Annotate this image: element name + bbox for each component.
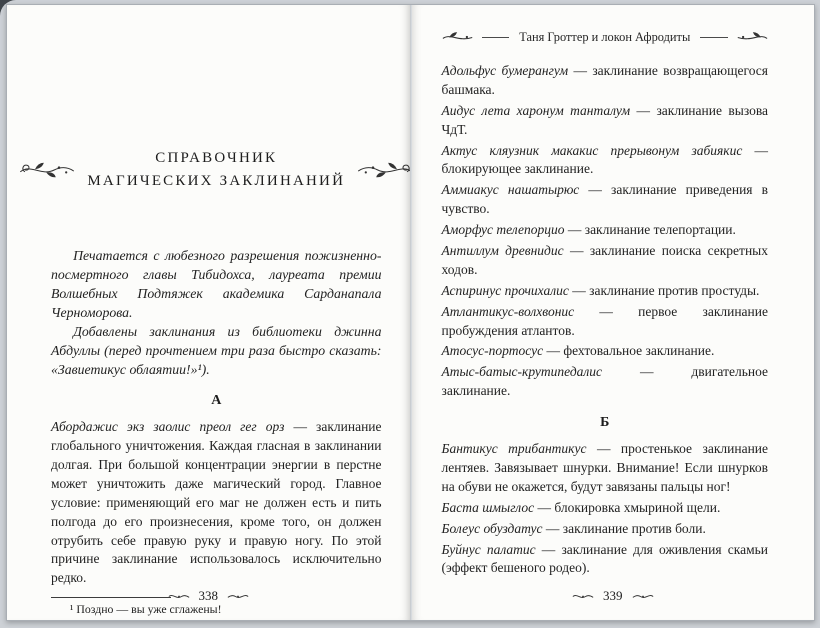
spell-term: Аммиакус нашатырюс — [441, 182, 580, 198]
spell-term: Буйнус палатис — [441, 541, 536, 557]
spell-term: Атлантикус-волхвонис — [441, 303, 575, 319]
book-spread — [6, 4, 815, 621]
chapter-title-block — [51, 147, 382, 192]
spell-entry — [442, 62, 769, 100]
header-vine-icon — [442, 31, 474, 44]
left-page-content — [7, 147, 410, 617]
spell-definition: — двигательное заклинание. — [441, 364, 768, 399]
intro-paragraph: Печатается с любезного разрешения пожизненно-посмертного главы Тибидохса, лауреата премии Волшебных Подтяжек академика Сарданапала Черноморова. — [51, 248, 382, 321]
spell-definition: — фехтовальное заклинание. — [546, 343, 715, 359]
spell-term: Антиллум древнидис — [441, 243, 564, 259]
vine-flourish-icon — [19, 161, 75, 179]
spell-term: Адольфус бумерангум — [441, 63, 569, 78]
spell-definition: — заклинание глобального уничтожения. Каждая гласная в заклинании долгая. При большой концентрации энергии в перстне может уничтожить даже магический город. Главное условие: применяющий его маг не должен есть и пить полгода до его произнесения, кроме того, он должен отрубить себе правую руку и правую ногу. По этой причине заклинание использовалось исключительно редко. — [51, 419, 382, 586]
spell-definition: — заклинание вызова ЧдТ. — [441, 102, 769, 137]
spell-definition: — блокирующее заклинание. — [441, 142, 769, 177]
left-page — [7, 5, 411, 620]
page-number: 338 — [198, 588, 218, 603]
intro-block — [51, 246, 382, 379]
spell-term: Абордажис экз заолис преол гег орз — [51, 419, 285, 435]
footnote: ¹ Поздно — вы уже сглажены! — [69, 602, 222, 617]
spell-definition: — простенькое заклинание лентяев. Завязывает шнурки. Внимание! Если шнурков на обуви не окажется, будут завязаны пальцы ног! — [441, 441, 769, 494]
chapter-title — [87, 147, 345, 192]
spell-entry — [442, 520, 769, 539]
section-letter-a: А — [211, 393, 222, 409]
spell-entry — [442, 499, 769, 518]
spell-entry — [442, 541, 769, 579]
footer-swirl-icon — [227, 592, 249, 601]
spell-entry — [442, 342, 769, 361]
spell-term: Аспиринус прочихалис — [441, 282, 569, 298]
running-header-title: Таня Гроттер и локон Афродиты — [519, 30, 691, 44]
spell-definition: — заклинание приведения в чувство. — [441, 182, 769, 217]
spell-term: Болеус обуздатус — [441, 520, 543, 536]
footer-swirl-icon — [572, 592, 594, 601]
section-letter-b: Б — [600, 415, 610, 431]
right-page-content — [412, 30, 815, 578]
spell-entry — [442, 303, 769, 341]
spell-definition: — заклинание против простуды. — [572, 282, 760, 298]
spell-term: Атыс-батыс-крутипедалис — [441, 364, 603, 380]
spell-term: Атосус-портосус — [441, 343, 544, 359]
header-vine-icon — [736, 31, 768, 44]
right-page — [411, 5, 815, 620]
spell-entry — [442, 242, 769, 280]
intro-paragraph: Добавлены заклинания из библиотеки джинна Абдуллы (перед прочтением три раза быстро сказать: «Завиетикус облаятии!»¹). — [51, 324, 382, 378]
spell-definition: — блокировка хмыриной щели. — [537, 499, 721, 515]
page-footer — [412, 588, 815, 604]
spell-definition: — заклинание телепортации. — [567, 222, 736, 238]
spell-term: Аморфус телепорцио — [441, 222, 565, 238]
spell-definition: — заклинание против боли. — [545, 520, 706, 536]
vine-flourish-icon — [357, 161, 410, 179]
chapter-title-line2: МАГИЧЕСКИХ ЗАКЛИНАНИЙ — [87, 172, 346, 189]
spell-entry — [442, 102, 769, 140]
spell-definition: — первое заклинание пробуждения атлантов. — [441, 303, 768, 338]
spell-entry — [442, 181, 769, 219]
spell-entry — [442, 142, 769, 180]
spell-entry — [442, 282, 769, 301]
spell-list — [442, 62, 769, 578]
spell-term: Баста шмыглос — [441, 499, 535, 515]
spell-term: Аидус лета харонум танталум — [441, 102, 631, 118]
footer-swirl-icon — [632, 592, 654, 601]
page-number: 339 — [603, 588, 623, 603]
spell-term: Актус кляузник макакис прерывонум забиякис — [441, 142, 743, 158]
chapter-title-line1: СПРАВОЧНИК — [155, 150, 278, 166]
spell-definition: — заклинание для оживления скамьи (эффект бешеного родео). — [441, 541, 768, 576]
spell-entry — [51, 418, 382, 588]
spell-entry — [442, 363, 769, 401]
spell-entry — [442, 440, 769, 497]
spell-term: Бантикус трибантикус — [441, 441, 587, 457]
spell-definition: — заклинание возвращающегося башмака. — [441, 63, 769, 97]
spell-definition: — заклинание поиска секретных ходов. — [441, 243, 768, 277]
footer-swirl-icon — [168, 592, 190, 601]
spell-entry — [442, 221, 769, 240]
header-rule — [700, 37, 728, 38]
header-rule — [482, 37, 510, 38]
running-header — [442, 30, 769, 45]
page-footer — [7, 588, 410, 604]
